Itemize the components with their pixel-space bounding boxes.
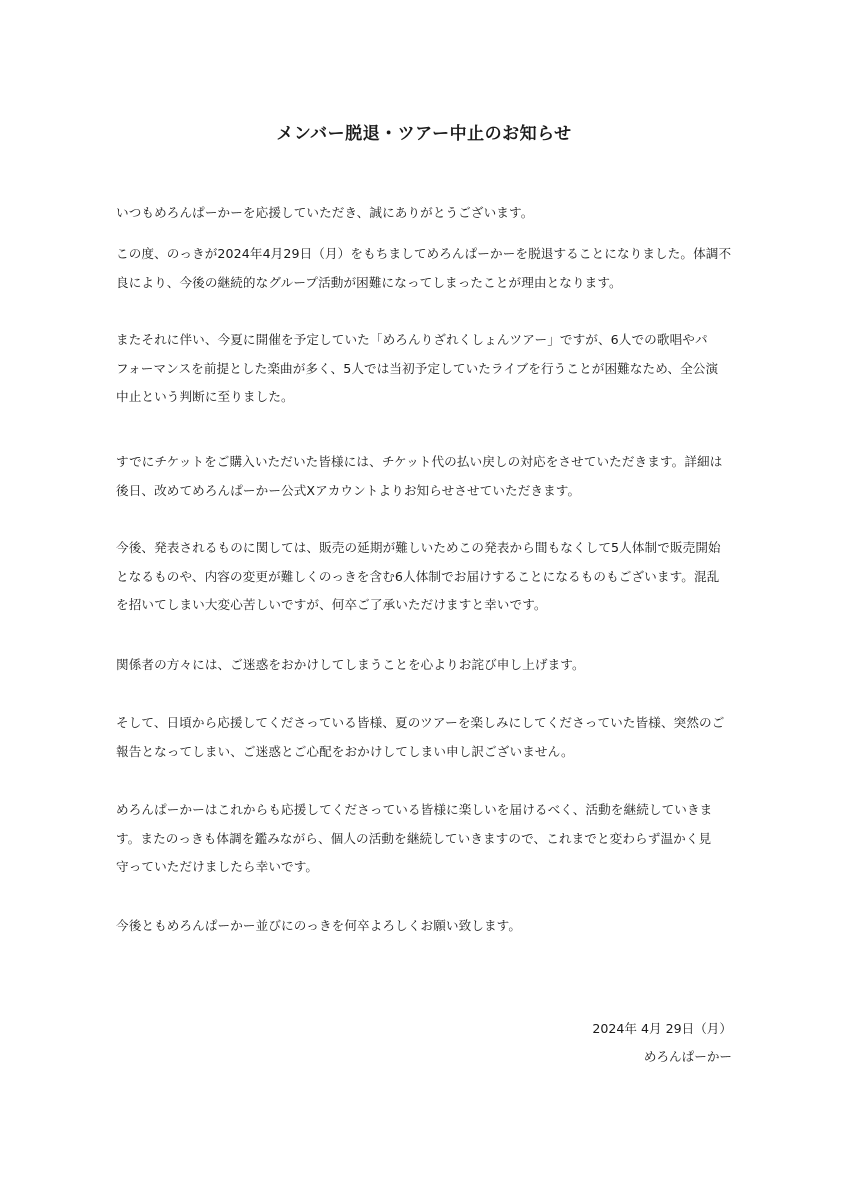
paragraph-closing: 今後ともめろんぱーかー並びにのっきを何卒よろしくお願い致します。 xyxy=(116,918,522,933)
paragraph-apology-partners: 関係者の方々には、ご迷惑をおかけしてしまうことを心よりお詫び申し上げます。 xyxy=(116,657,585,672)
paragraph-continuation: めろんぱーかーはこれからも応援してくださっている皆様に楽しいを届けるべく、活動を継続していきま す。またのっきも体調を鑑みながら、個人の活動を継続していきますので、これまでと変わらず温かく見 守っていただけましたら幸いです。 xyxy=(116,802,713,874)
document-signature: めろんぱーかー xyxy=(643,1049,732,1064)
paragraph-greeting: いつもめろんぱーかーを応援していただき、誠にありがとうございます。 xyxy=(116,205,534,220)
paragraph-releases: 今後、発表されるものに関しては、販売の延期が難しいためこの発表から間もなくして5人体制で販売開始 となるものや、内容の変更が難しくのっきを含む6人体制でお届けすることになるものもございます。混乱 を招いてしまい大変心苦しいですが、何卒ご了承いただけますと幸いです。 xyxy=(116,540,721,612)
paragraph-apology-fans: そして、日頃から応援してくださっている皆様、夏のツアーを楽しみにしてくださっていた皆様、突然のご 報告となってしまい、ご迷惑とご心配をおかけしてしまい申し訳ございません。 xyxy=(116,715,725,759)
document-date: 2024年 4月 29日（月） xyxy=(592,1021,732,1036)
document-title: メンバー脱退・ツアー中止のお知らせ xyxy=(276,124,572,144)
paragraph-departure: この度、のっきが2024年4月29日（月）をもちましてめろんぱーかーを脱退することになりました。体調不 良により、今後の継続的なグループ活動が困難になってしまったことが理由となります。 xyxy=(116,246,732,290)
paragraph-refund: すでにチケットをご購入いただいた皆様には、チケット代の払い戻しの対応をさせていただきます。詳細は 後日、改めてめろんぱーかー公式Xアカウントよりお知らせさせていただきます。 xyxy=(116,454,723,498)
paragraph-tour-cancel: またそれに伴い、今夏に開催を予定していた「めろんりざれくしょんツアー」ですが、6人での歌唱やパ フォーマンスを前提とした楽曲が多く、5人では当初予定していたライブを行うことが困難なため、全公演 中止という判断に至りました。 xyxy=(116,332,719,404)
